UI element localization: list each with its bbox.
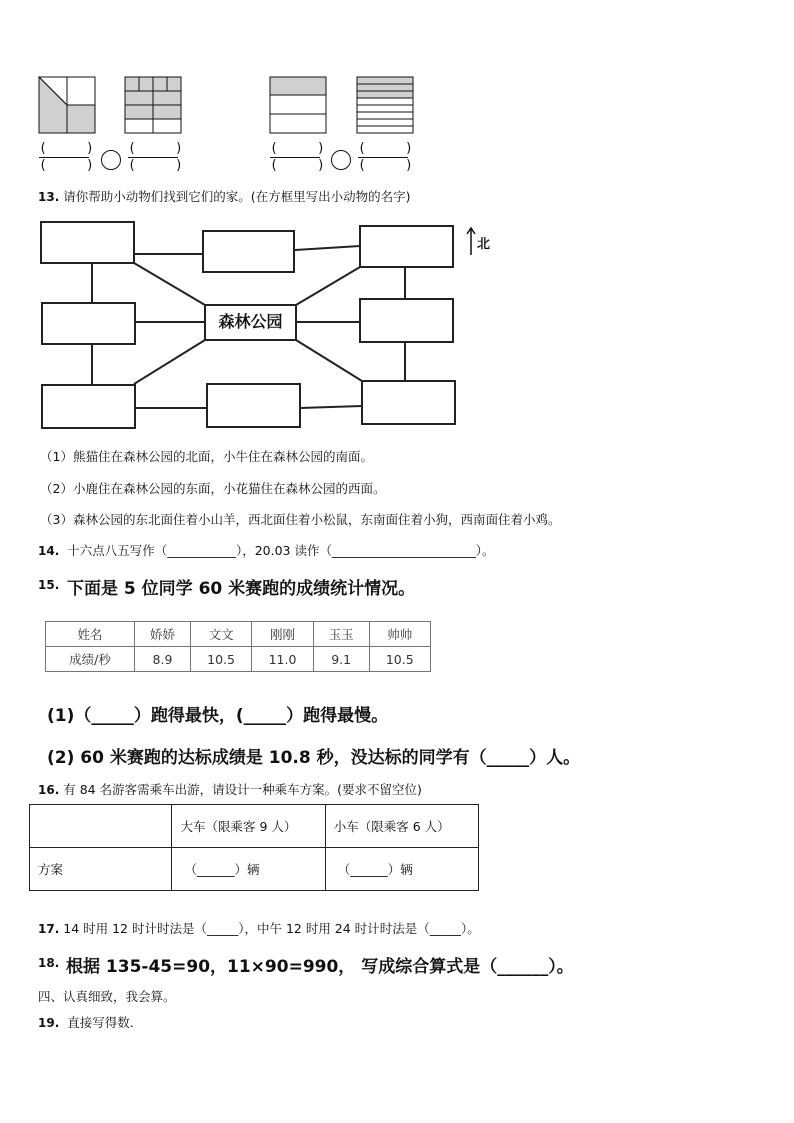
table-cell: 9.1: [313, 647, 369, 672]
home-box-northeast[interactable]: [359, 225, 454, 268]
table-header: 娇娇: [135, 622, 191, 647]
table-row: [30, 848, 479, 891]
section-4-heading: 四、认真细致，我会算。: [38, 989, 176, 1004]
q15-title: 下面是 5 位同学 60 米赛跑的成绩统计情况。: [67, 579, 416, 599]
table-row: [30, 805, 479, 848]
fraction-blank-3[interactable]: ( ) ( ): [270, 141, 325, 173]
fraction-figure-1: [39, 77, 95, 133]
table-header: 帅帅: [369, 622, 430, 647]
table-header: 姓名: [46, 622, 135, 647]
fraction-figure-3: [270, 77, 326, 133]
home-box-north[interactable]: [202, 230, 295, 273]
table-cell: 成绩/秒: [46, 647, 135, 672]
table-cell: 10.5: [190, 647, 251, 672]
north-label: 北: [477, 237, 491, 252]
q13-clue-1: （1）熊猫住在森林公园的北面，小牛住在森林公园的南面。: [40, 449, 373, 464]
q13-clue-2: （2）小鹿住在森林公园的东面，小花猫住在森林公园的西面。: [40, 481, 386, 496]
table-row: [46, 647, 431, 672]
home-box-northwest[interactable]: [40, 221, 135, 264]
q18-number: 18.: [38, 956, 60, 970]
big-bus-answer[interactable]: （______）辆: [172, 848, 325, 891]
q17-prompt: 17. 14 时用 12 时计时法是（_____），中午 12 时用 24 时计时法是（_____）。: [38, 921, 480, 936]
q16-prompt: 16. 有 84 名游客需乘车出游，请设计一种乘车方案。(要求不留空位): [38, 782, 422, 797]
bus-plan-table: [29, 804, 479, 891]
table-header: 小车（限乘客 6 人）: [325, 805, 478, 848]
home-box-southwest[interactable]: [41, 384, 136, 429]
q15-sub1: (1)（_____）跑得最快，(_____）跑得最慢。: [47, 706, 389, 726]
fraction-blank-2[interactable]: ( ) ( ): [128, 141, 183, 173]
home-box-east[interactable]: [359, 298, 454, 343]
table-cell: 8.9: [135, 647, 191, 672]
q15-number: 15.: [38, 578, 60, 592]
north-arrow-icon: [464, 226, 478, 256]
q19-prompt: 19. 直接写得数.: [38, 1015, 134, 1030]
table-header: 玉玉: [313, 622, 369, 647]
table-header: 文文: [190, 622, 251, 647]
score-table: [45, 621, 431, 672]
q13-prompt: 13. 请你帮助小动物们找到它们的家。(在方框里写出小动物的名字): [38, 189, 411, 204]
small-bus-answer[interactable]: （______）辆: [325, 848, 478, 891]
fraction-blank-4[interactable]: ( ) ( ): [358, 141, 413, 173]
compare-circle-2[interactable]: [331, 150, 351, 170]
q15-sub2: (2) 60 米赛跑的达标成绩是 10.8 秒，没达标的同学有（_____）人。: [47, 748, 581, 768]
q14-prompt: 14. 十六点八五写作（___________），20.03 读作（_______________________）。: [38, 543, 495, 558]
fraction-figure-2: [125, 77, 181, 133]
table-cell: 方案: [30, 848, 172, 891]
table-header: 大车（限乘客 9 人）: [172, 805, 325, 848]
home-box-west[interactable]: [41, 302, 136, 345]
forest-park: 森林公园: [204, 304, 297, 341]
table-cell: 10.5: [369, 647, 430, 672]
compare-circle-1[interactable]: [101, 150, 121, 170]
q18-prompt: 根据 135-45=90，11×90=990， 写成综合算式是（______）。: [66, 957, 574, 977]
fraction-figures: [0, 0, 794, 140]
table-header: 刚刚: [252, 622, 313, 647]
fraction-blank-1[interactable]: ( ) ( ): [39, 141, 94, 173]
home-box-southeast[interactable]: [361, 380, 456, 425]
fraction-figure-4: [357, 77, 413, 133]
home-box-south[interactable]: [206, 383, 301, 428]
q13-clue-3: （3）森林公园的东北面住着小山羊，西北面住着小松鼠，东南面住着小狗，西南面住着小鸡。: [40, 512, 561, 527]
table-cell: 11.0: [252, 647, 313, 672]
table-row: [46, 622, 431, 647]
table-cell: [30, 805, 172, 848]
